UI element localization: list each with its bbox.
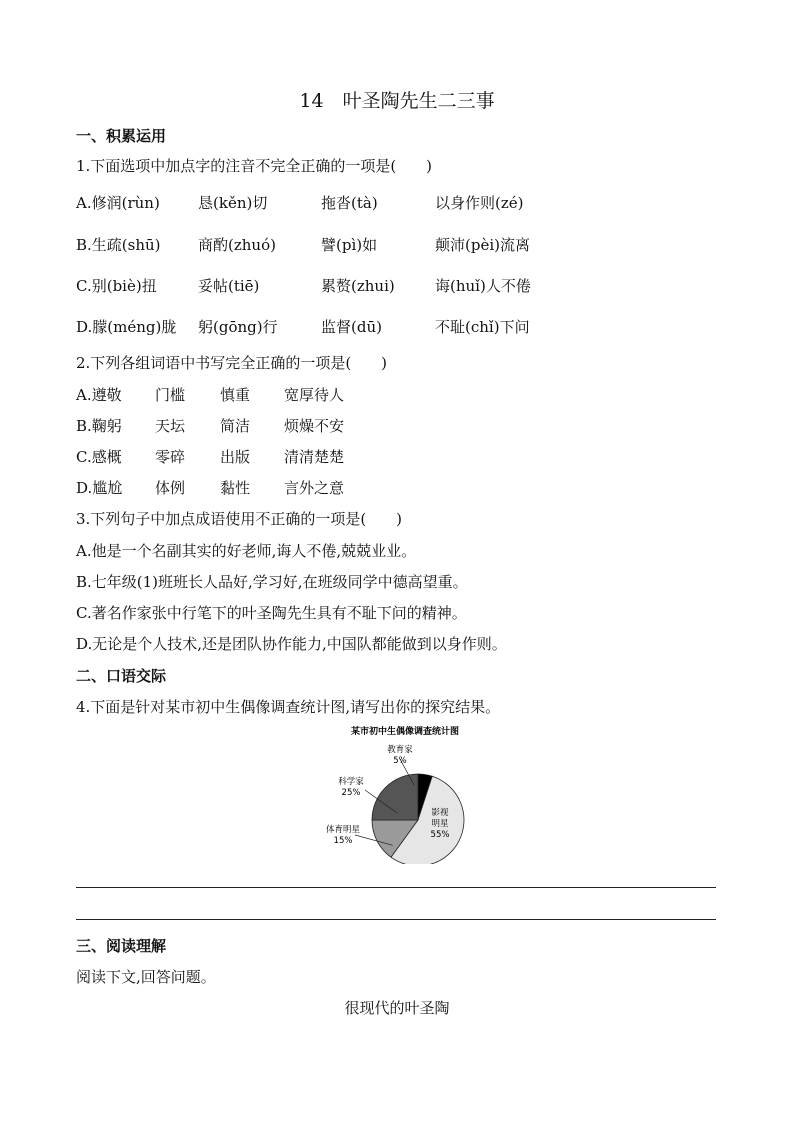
q1-option-a-3: 拖沓(tà) [321,194,378,212]
pie-slice-3 [372,774,418,820]
q3-option-b: B.七年级(1)班班长人品好,学习好,在班级同学中德高望重。 [76,573,468,591]
q1-option-d-2: 躬(gōng)行 [198,318,278,336]
q2-option-b-3: 简洁 [220,417,251,435]
q3-option-c: C.著名作家张中行笔下的叶圣陶先生具有不耻下问的精神。 [76,604,467,622]
pie-label-3: 科学家 25% [338,777,364,798]
q1-option-b-4: 颠沛(pèi)流离 [435,236,530,254]
q1-option-b-1: B.生疏(shū) [76,236,161,254]
q2-option-d-3: 黏性 [220,479,251,497]
q3-option-d: D.无论是个人技术,还是团队协作能力,中国队都能做到以身作则。 [76,635,507,653]
q2-option-b-4: 烦燥不安 [284,417,345,435]
q2-option-c-2: 零碎 [155,448,186,466]
q2-option-c-3: 出版 [220,448,251,466]
question-2-stem: 2.下列各组词语中书写完全正确的一项是( ) [76,354,388,372]
pie-label-1: 影视明星 55% [430,808,450,840]
q2-option-a-4: 宽厚待人 [284,386,345,404]
q1-option-c-1: C.别(biè)扭 [76,277,157,295]
q1-option-c-4: 诲(huǐ)人不倦 [435,277,531,295]
q2-option-c-4: 清清楚楚 [284,448,345,466]
question-4-stem: 4.下面是针对某市初中生偶像调查统计图,请写出你的探究结果。 [76,698,501,716]
question-3-stem: 3.下列句子中加点成语使用不正确的一项是( ) [76,510,403,528]
page-title: 14 叶圣陶先生二三事 [299,90,495,112]
q2-option-a-2: 门槛 [155,386,186,404]
q2-option-d-1: D.尴尬 [76,479,123,497]
passage-title: 很现代的叶圣陶 [344,999,450,1017]
q1-option-b-3: 譬(pì)如 [321,236,378,254]
q3-option-a: A.他是一个名副其实的好老师,诲人不倦,兢兢业业。 [76,542,417,560]
pie-label-0: 教育家 5% [387,745,413,766]
q1-option-a-2: 恳(kěn)切 [198,194,268,212]
reading-intro: 阅读下文,回答问题。 [76,968,216,986]
q2-option-c-1: C.感概 [76,448,122,466]
chart-title: 某市初中生偶像调查统计图 [350,727,460,737]
answer-line-1[interactable] [76,887,716,888]
q2-option-d-4: 言外之意 [284,479,345,497]
pie-label-2: 体育明星 15% [325,825,361,846]
q1-option-b-2: 商酌(zhuó) [198,236,276,254]
question-1-stem: 1.下面选项中加点字的注音不完全正确的一项是( ) [76,157,433,175]
q1-option-d-1: D.朦(méng)胧 [76,318,177,336]
q1-option-a-4: 以身作则(zé) [435,194,524,212]
q1-option-d-3: 监督(dū) [321,318,382,336]
q2-option-b-1: B.鞠躬 [76,417,122,435]
q1-option-a-1: A.修润(rùn) [76,194,160,212]
answer-line-2[interactable] [76,919,716,920]
q2-option-a-1: A.遵敬 [76,386,122,404]
idol-survey-pie-chart [310,722,490,864]
q1-option-c-3: 累赘(zhui) [321,277,395,295]
q1-option-c-2: 妥帖(tiē) [198,277,260,295]
section-heading-reading: 三、阅读理解 [76,937,167,955]
q1-option-d-4: 不耻(chǐ)下问 [435,318,530,336]
section-heading-oral: 二、口语交际 [76,667,167,685]
section-heading-accumulation: 一、积累运用 [76,127,167,145]
q2-option-d-2: 体例 [155,479,186,497]
q2-option-a-3: 慎重 [220,386,251,404]
q2-option-b-2: 天坛 [155,417,186,435]
